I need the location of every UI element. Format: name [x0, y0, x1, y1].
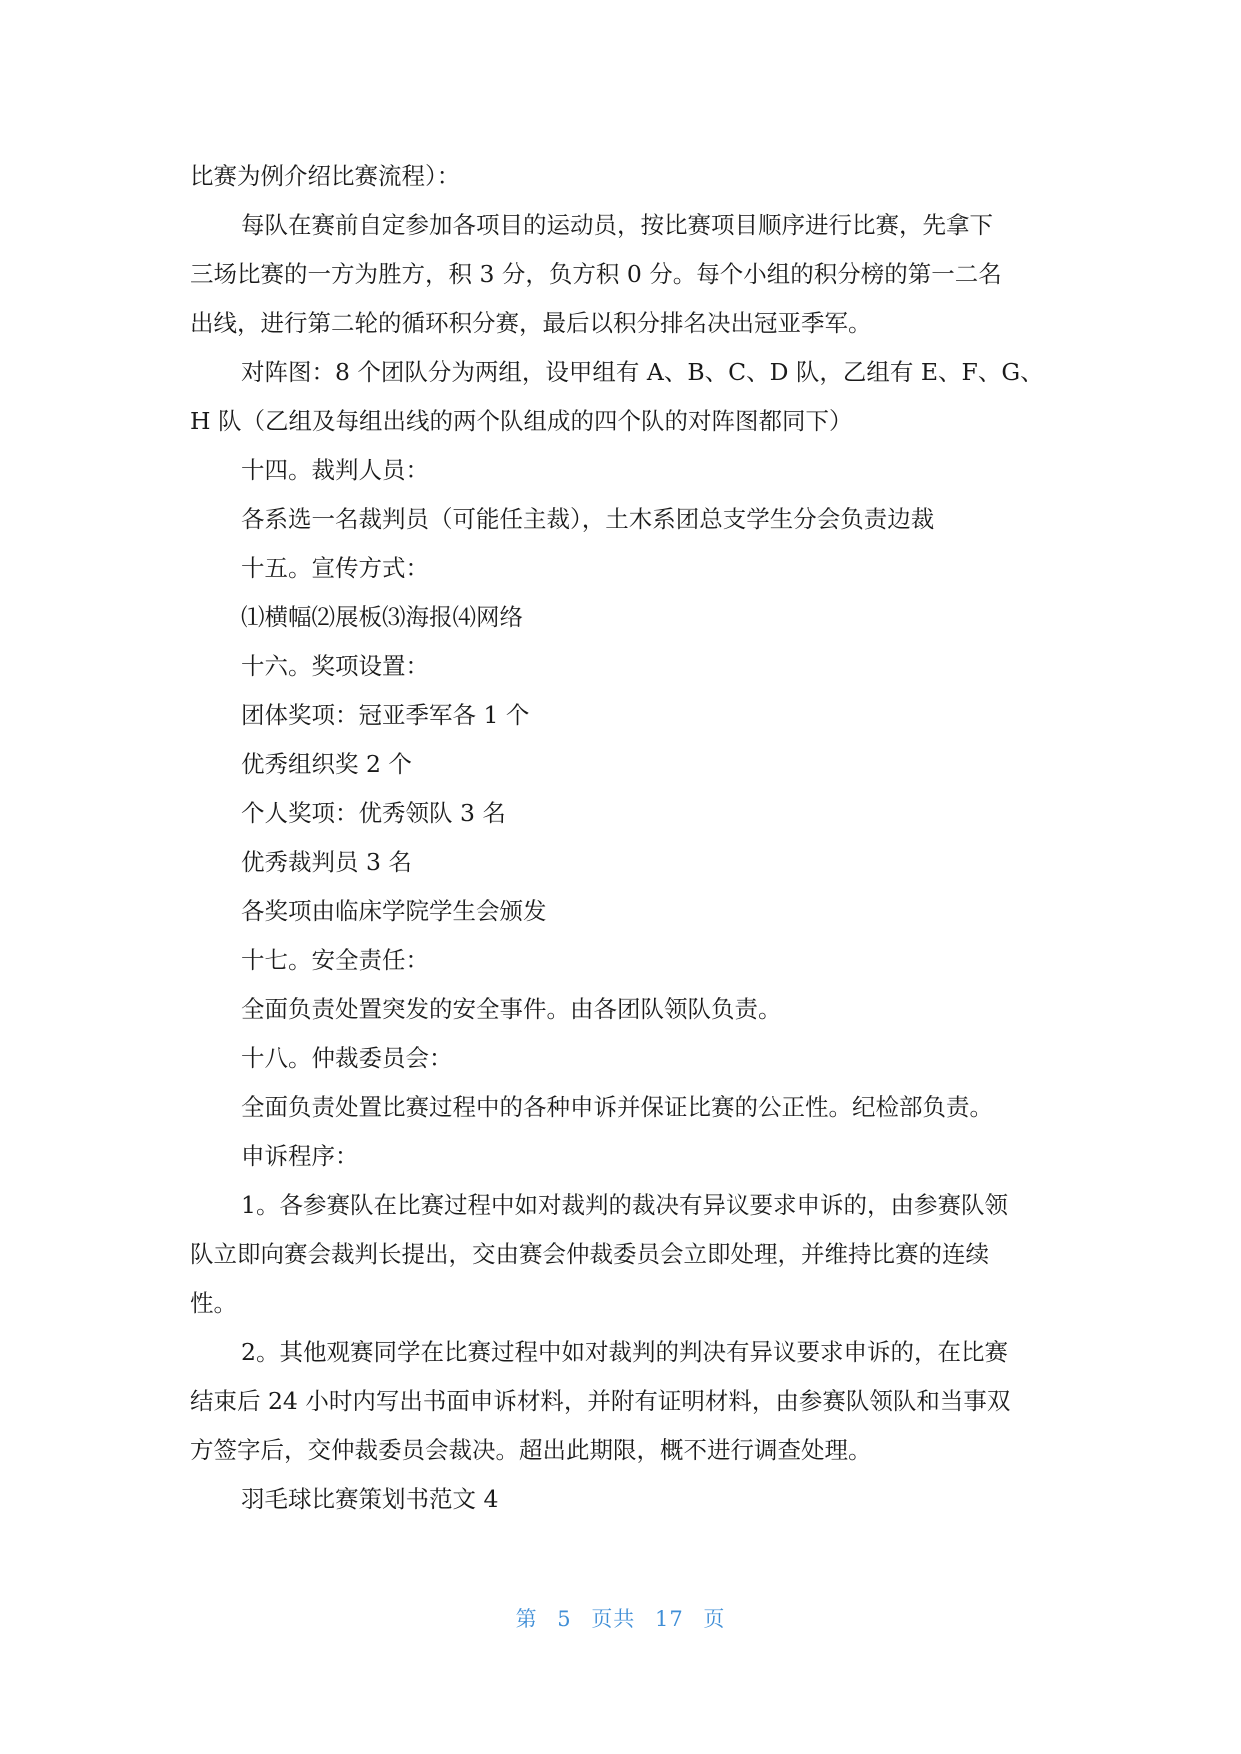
footer-page-number: 5 — [557, 1607, 572, 1631]
section-title: 羽毛球比赛策划书范文 4 — [241, 1485, 499, 1513]
paragraph-line: H 队（乙组及每组出线的两个队组成的四个队的对阵图都同下） — [190, 407, 853, 435]
section-heading: 十八。仲裁委员会： — [241, 1044, 453, 1072]
paragraph-line: 优秀裁判员 3 名 — [241, 848, 412, 876]
paragraph-line: 对阵图：8 个团队分为两组，设甲组有 A、B、C、D 队，乙组有 E、F、G、 — [241, 358, 1044, 386]
paragraph-line: 1。各参赛队在比赛过程中如对裁判的裁决有异议要求申诉的，由参赛队领 — [241, 1191, 1008, 1219]
paragraph-line: 各奖项由临床学院学生会颁发 — [241, 897, 547, 925]
paragraph-line: 比赛为例介绍比赛流程）： — [190, 162, 461, 190]
paragraph-line: 队立即向赛会裁判长提出，交由赛会仲裁委员会立即处理，并维持比赛的连续 — [190, 1240, 989, 1268]
paragraph-line: 方签字后，交仲裁委员会裁决。超出此期限，概不进行调查处理。 — [190, 1436, 872, 1464]
paragraph-line: 全面负责处置突发的安全事件。由各团队领队负责。 — [241, 995, 782, 1023]
footer-total-pages: 17 — [655, 1607, 684, 1631]
document-body — [190, 152, 1060, 1524]
paragraph-line: 结束后 24 小时内写出书面申诉材料，并附有证明材料，由参赛队领队和当事双 — [190, 1387, 1011, 1415]
paragraph-line: 申诉程序： — [241, 1142, 359, 1170]
section-heading: 十七。安全责任： — [241, 946, 429, 974]
paragraph-line: 出线，进行第二轮的循环积分赛，最后以积分排名决出冠亚季军。 — [190, 309, 872, 337]
paragraph-line: 三场比赛的一方为胜方，积 3 分，负方积 0 分。每个小组的积分榜的第一二名 — [190, 260, 1002, 288]
section-heading: 十五。宣传方式： — [241, 554, 429, 582]
paragraph-line: 全面负责处置比赛过程中的各种申诉并保证比赛的公正性。纪检部负责。 — [241, 1093, 993, 1121]
footer-middle: 页共 — [591, 1607, 636, 1631]
footer-suffix: 页 — [703, 1607, 726, 1631]
paragraph-line: 各系选一名裁判员（可能任主裁），土木系团总支学生分会负责边裁 — [241, 505, 935, 533]
paragraph-line: 性。 — [190, 1289, 237, 1317]
paragraph-line: 优秀组织奖 2 个 — [241, 750, 412, 778]
paragraph-line: 团体奖项：冠亚季军各 1 个 — [241, 701, 530, 729]
section-heading: 十六。奖项设置： — [241, 652, 429, 680]
page-footer — [0, 1603, 1241, 1633]
paragraph-line: 个人奖项：优秀领队 3 名 — [241, 799, 506, 827]
paragraph-line: 每队在赛前自定参加各项目的运动员，按比赛项目顺序进行比赛，先拿下 — [241, 211, 993, 239]
paragraph-line: ⑴横幅⑵展板⑶海报⑷网络 — [241, 603, 523, 631]
section-heading: 十四。裁判人员： — [241, 456, 429, 484]
paragraph-line: 2。其他观赛同学在比赛过程中如对裁判的判决有异议要求申诉的，在比赛 — [241, 1338, 1008, 1366]
footer-prefix: 第 — [515, 1607, 538, 1631]
